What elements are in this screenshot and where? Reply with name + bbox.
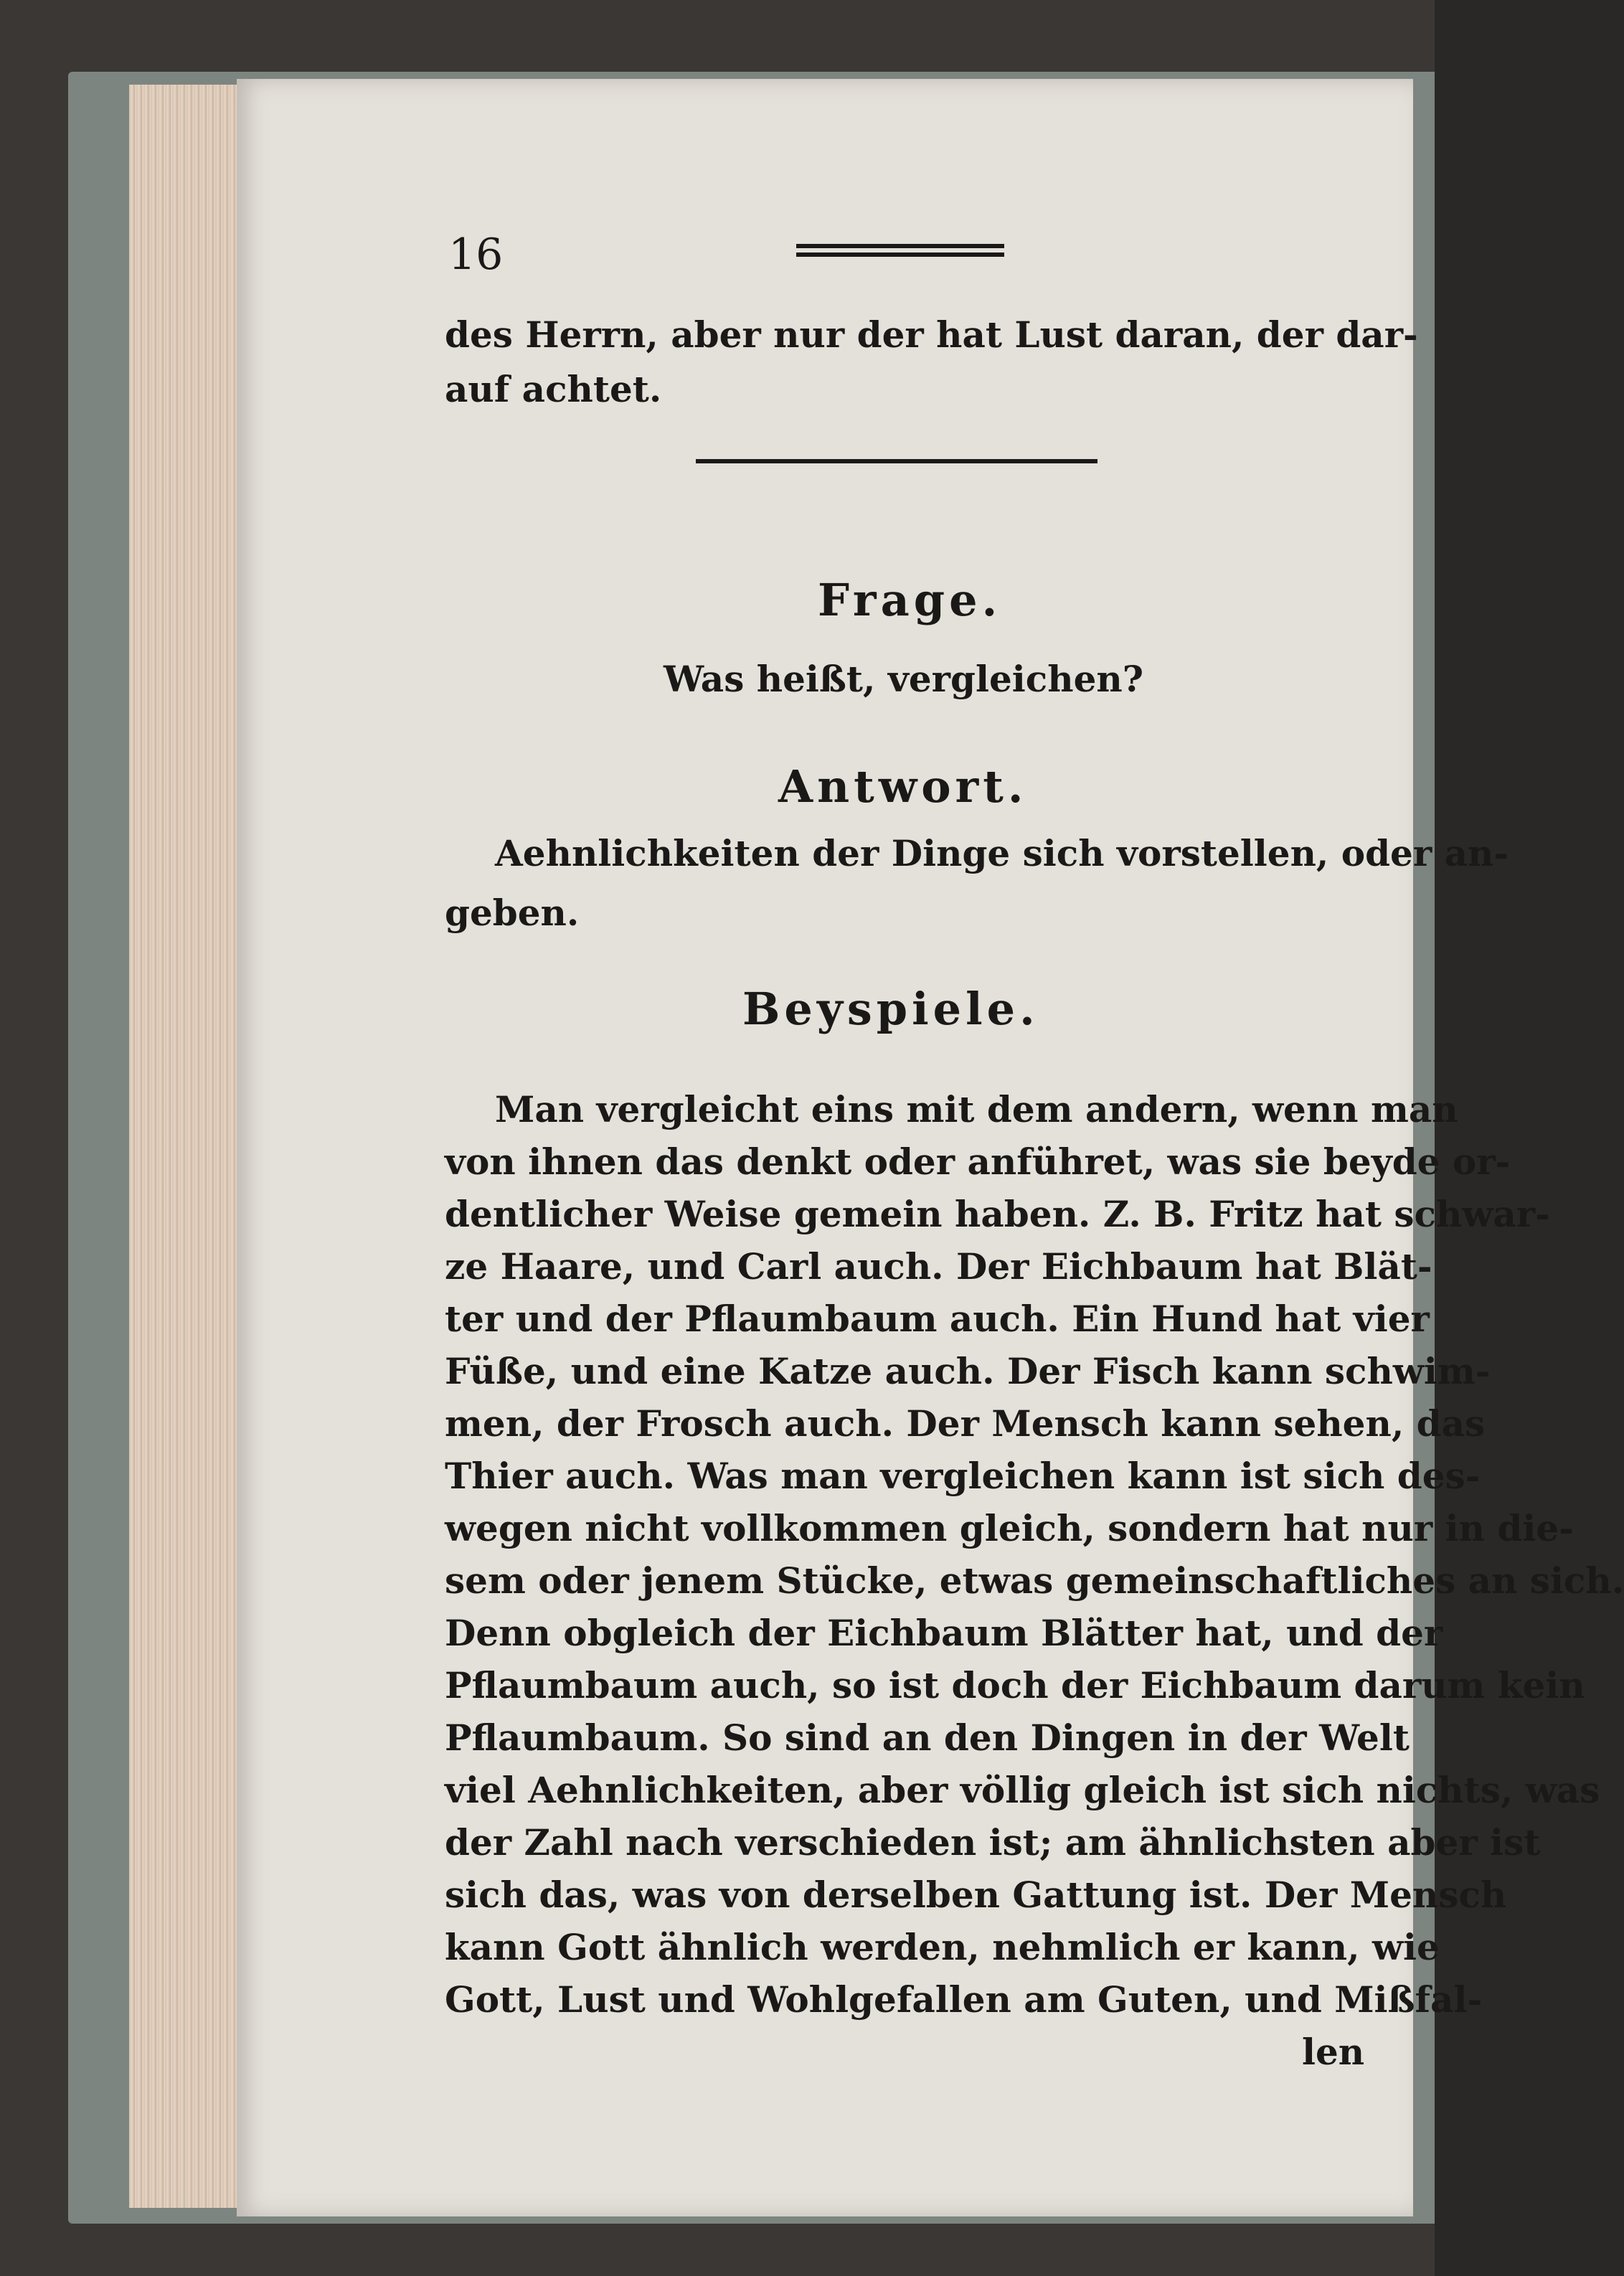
- question-text: Was heißt, vergleichen?: [664, 658, 1144, 700]
- body-line: Denn obgleich der Eichbaum Blätter hat, und der: [445, 1612, 1443, 1654]
- question-heading: Frage.: [818, 574, 1002, 626]
- body-line: von ihnen das denkt oder anführet, was sie beyde or-: [445, 1141, 1511, 1183]
- body-line: Gott, Lust und Wohlgefallen am Guten, und Mißfal-: [445, 1978, 1483, 2021]
- body-line: wegen nicht vollkommen gleich, sondern hat nur in die-: [445, 1507, 1574, 1549]
- body-line: Pflaumbaum. So sind an den Dingen in der Welt: [445, 1717, 1410, 1759]
- body-line: men, der Frosch auch. Der Mensch kann sehen, das: [445, 1402, 1486, 1445]
- body-line: ze Haare, und Carl auch. Der Eichbaum hat Blät-: [445, 1245, 1432, 1288]
- examples-heading: Beyspiele.: [742, 983, 1039, 1035]
- body-line: ter und der Pflaumbaum auch. Ein Hund hat vier: [445, 1298, 1430, 1340]
- body-line: der Zahl nach verschieden ist; am ähnlichsten aber ist: [445, 1821, 1541, 1864]
- answer-line-1: Aehnlichkeiten der Dinge sich vorstellen, oder an-: [495, 832, 1509, 874]
- body-line: Füße, und eine Katze auch. Der Fisch kann schwim-: [445, 1350, 1491, 1392]
- body-line: dentlicher Weise gemein haben. Z. B. Fritz hat schwar-: [445, 1193, 1550, 1235]
- body-line: Pflaumbaum auch, so ist doch der Eichbaum darum kein: [445, 1664, 1585, 1706]
- body-line: Thier auch. Was man vergleichen kann ist sich des-: [445, 1455, 1481, 1497]
- answer-heading: Antwort.: [778, 760, 1028, 813]
- intro-line-2: auf achtet.: [445, 368, 662, 410]
- body-line: Man vergleicht eins mit dem andern, wenn man: [495, 1088, 1458, 1130]
- section-rule: [696, 459, 1097, 463]
- body-line: kann Gott ähnlich werden, nehmlich er kann, wie: [445, 1926, 1440, 1968]
- body-line: sem oder jenem Stücke, etwas gemeinschaftliches an sich.: [445, 1559, 1624, 1602]
- body-line: sich das, was von derselben Gattung ist. Der Mensch: [445, 1874, 1507, 1916]
- page-number: 16: [448, 230, 504, 280]
- answer-line-2: geben.: [445, 892, 580, 934]
- catchword: len: [1302, 2031, 1365, 2073]
- intro-line-1: des Herrn, aber nur der hat Lust daran, der dar-: [445, 313, 1418, 356]
- body-line: viel Aehnlichkeiten, aber völlig gleich ist sich nichts, was: [445, 1769, 1600, 1811]
- header-rule: [796, 244, 1004, 265]
